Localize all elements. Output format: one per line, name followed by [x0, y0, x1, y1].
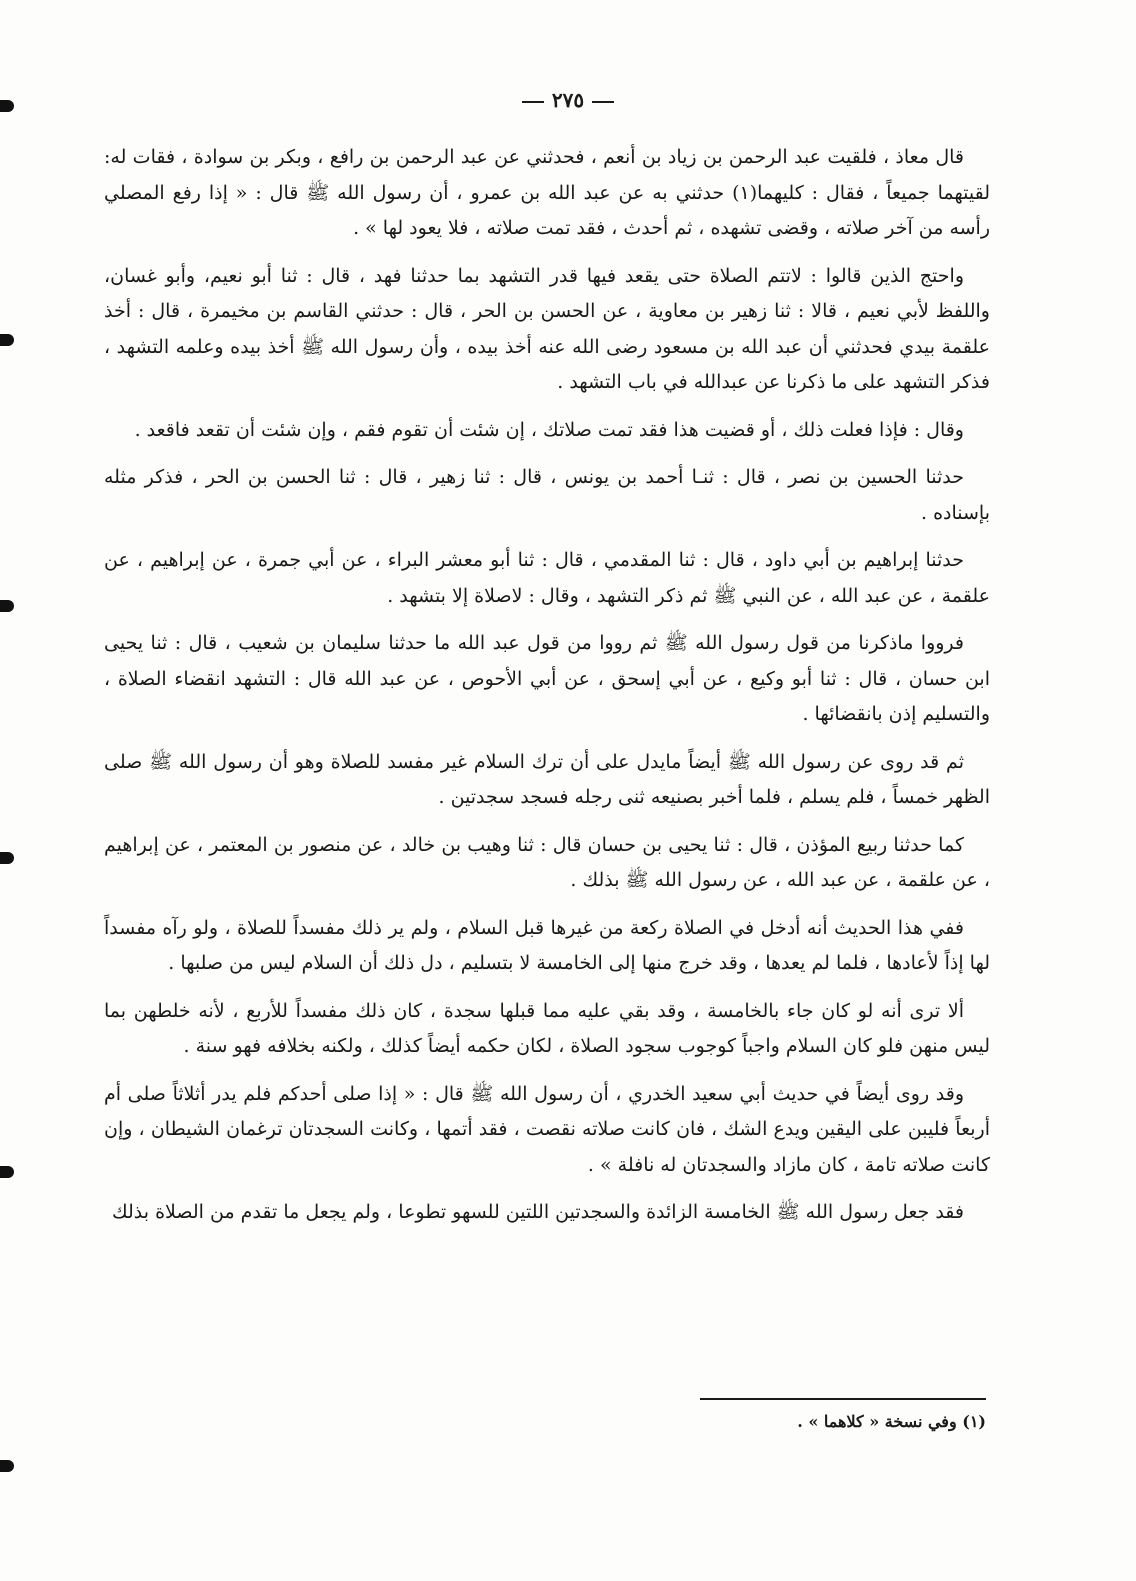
paragraph: فرووا ماذكرنا من قول رسول الله ﷺ ثم رووا من قول عبد الله ما حدثنا سليمان بن شعيب ، قال : ثنا يحيى ابن حسان ، قال : ثنا أبو وكيع ، عن أبي إسحق ، عن أبي الأحوص ، عن عبد الله قال : التشهد انقضاء الصلاة ، والتسليم إذن بانقضائها . [104, 632, 990, 725]
paragraph: ففي هذا الحديث أنه أدخل في الصلاة ركعة من غيرها قبل السلام ، ولم ير ذلك مفسداً للصلاة ، ولو رآه مفسداً لها إذاً لأعادها ، فلما لم يعدها ، وقد خرج منها إلى الخامسة لا بتسليم ، دل ذلك أن السلام ليس من صلبها . [104, 916, 990, 974]
paragraph: ثم قد روى عن رسول الله ﷺ أيضاً مايدل على أن ترك السلام غير مفسد للصلاة وهو أن رسول الله ﷺ صلى الظهر خمساً ، فلم يسلم ، فلما أخبر بصنيعه ثنى رجله فسجد سجدتين . [104, 750, 990, 808]
page-number-dash [522, 101, 544, 103]
paragraph: وقال : فإذا فعلت ذلك ، أو قضيت هذا فقد تمت صلاتك ، إن شئت أن تقوم فقم ، وإن شئت أن تقعد فاقعد . [134, 418, 964, 441]
edge-mark [0, 1460, 14, 1472]
edge-mark [0, 1166, 14, 1178]
paragraph: فقد جعل رسول الله ﷺ الخامسة الزائدة والسجدتين اللتين للسهو تطوعا ، ولم يجعل ما تقدم من الصلاة بذلك [112, 1201, 964, 1223]
main-text [104, 140, 990, 1243]
paragraph: قال معاذ ، فلقيت عبد الرحمن بن زياد بن أنعم ، فحدثني عن عبد الرحمن بن رافع ، وبكر بن سوادة ، فقات له: لقيتهما جميعاً ، فقال : كليهما(١) حدثني به عن عبد الله بن عمرو ، أن رسول الله ﷺ قال : « إذا رفع المصلي رأسه من آخر صلاته ، وقضى تشهده ، ثم أحدث ، فقد تمت صلاته ، فلا يعود لها » . [104, 146, 990, 239]
footnote-divider [700, 1398, 986, 1400]
paragraph: ألا ترى أنه لو كان جاء بالخامسة ، وقد بقي عليه مما قبلها سجدة ، كان ذلك مفسداً للأربع ، لأنه خلطهن بما ليس منهن فلو كان السلام واجباً كوجوب سجود الصلاة ، لكان حكمه أيضاً كذلك ، ولكنه بخلافه فهو سنة . [104, 999, 990, 1057]
paragraph: حدثنا إبراهيم بن أبي داود ، قال : ثنا المقدمي ، قال : ثنا أبو معشر البراء ، عن أبي جمرة ، عن إبراهيم ، عن علقمة ، عن عبد الله ، عن النبي ﷺ ثم ذكر التشهد ، وقال : لاصلاة إلا بتشهد . [104, 549, 990, 607]
page-number [468, 88, 668, 112]
page-number-dash [592, 101, 614, 103]
paragraph: حدثنا الحسين بن نصر ، قال : ثنـا أحمد بن يونس ، قال : ثنا زهير ، قال : ثنا الحسن بن الحر ، فذكر مثله بإسناده . [104, 466, 990, 524]
page-number-text: ٢٧٥ [551, 88, 585, 112]
edge-mark [0, 334, 14, 346]
paragraph: وقد روى أيضاً في حديث أبي سعيد الخدري ، أن رسول الله ﷺ قال : « إذا صلى أحدكم فلم يدر أثلاثاً صلى أم أربعاً فليبن على اليقين ويدع الشك ، فان كانت صلاته نقصت ، فقد أتمها ، وكانت السجدتان ترغمان الشيطان ، وإن كانت صلاته تامة ، كان مازاد والسجدتان له نافلة » . [104, 1082, 990, 1176]
paragraph: واحتج الذين قالوا : لاتتم الصلاة حتى يقعد فيها قدر التشهد بما حدثنا فهد ، قال : ثنا أبو نعيم، وأبو غسان، واللفظ لأبي نعيم ، قالا : ثنا زهير بن معاوية ، عن الحسن بن الحر ، قال : حدثني القاسم بن مخيمرة ، قال : أخذ علقمة بيدي فحدثني أن عبد الله بن مسعود رضى الله عنه أخذ بيده ، وأن رسول الله ﷺ أخذ بيده وعلمه التشهد ، فذكر التشهد على ما ذكرنا عن عبدالله في باب التشهد . [104, 264, 990, 393]
footnote: (١) وفي نسخة « كلاهما » . [797, 1412, 986, 1431]
edge-mark [0, 600, 14, 612]
edge-mark [0, 100, 14, 112]
paragraph: كما حدثنا ربيع المؤذن ، قال : ثنا يحيى بن حسان قال : ثنا وهيب بن خالد ، عن منصور بن المعتمر ، عن إبراهيم ، عن علقمة ، عن عبد الله ، عن رسول الله ﷺ بذلك . [104, 833, 990, 891]
edge-mark [0, 852, 14, 864]
